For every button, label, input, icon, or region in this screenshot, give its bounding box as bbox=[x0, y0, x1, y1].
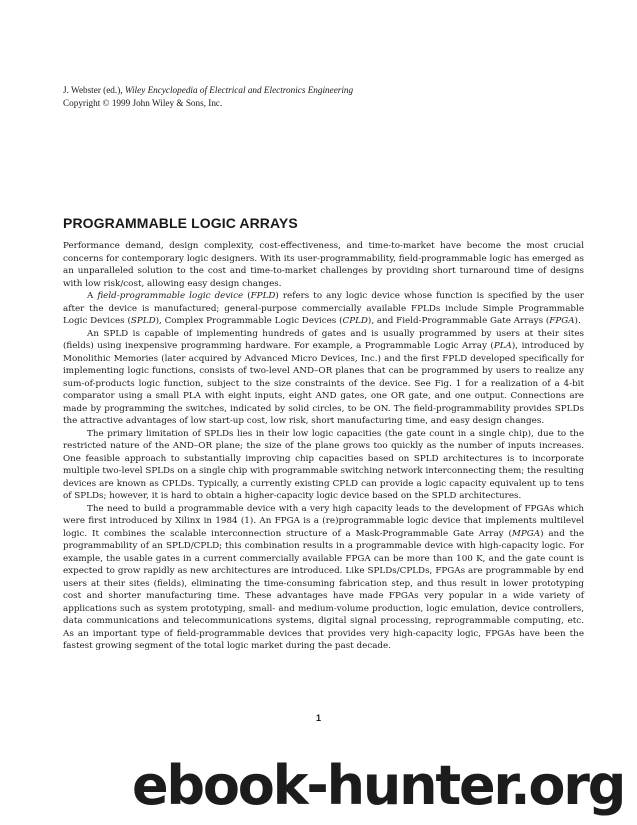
citation-publication-title: Wiley Encyclopedia of Electrical and Electronics Engineering bbox=[124, 85, 354, 95]
term-fpld: FPLD bbox=[250, 291, 276, 301]
term-fpga: FPGA bbox=[549, 316, 575, 326]
term-spld: SPLD bbox=[130, 316, 156, 326]
paragraph-5: The need to build a programmable device with a very high capacity leads to the development of FPGAs which were first introduced by Xilinx in 1984 (1). An FPGA is a (re)programmable logic device that implements multilevel logic. It combines the scalable interconnection structure of a Mask-Programmable Gate Array (MPGA) and the programmability of an SPLD/CPLD; this combination results in a programmable device with high-capacity logic. For example, the usable gates in a current commercially available FPGA can be more than 100 K, and the gate count is expected to grow rapidly as new architectures are introduced. Like SPLDs/CPLDs, FPGAs are programmable by end users at their sites (fields), eliminating the time-consuming fabrication step, and thus result in lower prototyping cost and shorter manufacturing time. These advantages have made FPGAs very popular in a wide variety of applications such as system prototyping, small- and medium-volume production, logic emulation, device controllers, data communications and telecommunications systems, digital signal processing, reprogrammable computing, etc. As an important type of field-programmable devices that provides very high-capacity logic, FPGAs have been the fastest growing segment of the total logic market during the past decade. bbox=[63, 503, 584, 651]
term-cpld: CPLD bbox=[342, 316, 368, 326]
paragraph-2: A field-programmable logic device (FPLD) refers to any logic device whose function is specified by the user after the device is manufactured; general-purpose commercially available FPLDs include Simple Programmable Logic Devices (SPLD), Complex Programmable Logic Devices (CPLD), and Field-Programmable Gate Arrays (FPGA). bbox=[63, 291, 584, 326]
article-title: PROGRAMMABLE LOGIC ARRAYS bbox=[63, 215, 298, 231]
citation-header bbox=[63, 84, 583, 110]
copyright-line: Copyright © 1999 John Wiley & Sons, Inc. bbox=[63, 98, 223, 108]
term-mpga: MPGA bbox=[511, 528, 541, 539]
article-body bbox=[63, 240, 584, 653]
term-fpld-full: field-programmable logic device bbox=[97, 291, 244, 301]
watermark-text: ebook-hunter.org bbox=[132, 754, 625, 817]
citation-line-1 bbox=[63, 84, 583, 97]
paragraph-1: Performance demand, design complexity, cost-effectiveness, and time-to-market have become the most crucial concerns for contemporary logic designers. With its user-programmability, field-programmable logic has emerged as an unparalleled solution to the cost and time-to-market challenges by providing short turnaround time of designs with low risk/cost, allowing easy design changes. bbox=[63, 241, 584, 289]
citation-editor: J. Webster (ed.), bbox=[63, 85, 125, 95]
paragraph-3: An SPLD is capable of implementing hundreds of gates and is usually programmed by users at their sites (fields) using inexpensive programming hardware. For example, a Programmable Logic Array (PLA), introduced by Monolithic Memories (later acquired by Advanced Micro Devices, Inc.) and the first FPLD developed specifically for implementing logic functions, consists of two-level AND–OR planes that can be programmed by users to realize any sum-of-products logic function, subject to the size constraints of the device. See Fig. 1 for a realization of a 4-bit comparator using a small PLA with eight inputs, eight AND gates, one OR gate, and one output. Connections are made by programming the switches, indicated by solid circles, to be ON. The field-programmability provides SPLDs the attractive advantages of low start-up cost, low risk, short manufacturing time, and easy design changes. bbox=[63, 328, 585, 426]
page-number: 1 bbox=[315, 713, 321, 723]
term-pla: PLA bbox=[493, 341, 512, 351]
paragraph-4: The primary limitation of SPLDs lies in their low logic capacities (the gate count in a single chip), due to the restricted nature of the AND–OR plane; the size of the plane grows too quickly as the number of inputs increases. One feasible approach to substantially improving chip capacities based on SPLD architectures is to incorporate multiple two-level SPLDs on a single chip with programmable switching network interconnecting them; the resulting devices are known as CPLDs. Typically, a currently existing CPLD can provide a logic capacity equivalent up to tens of SPLDs; however, it is hard to obtain a higher-capacity logic device based on the SPLD architectures. bbox=[63, 428, 584, 501]
